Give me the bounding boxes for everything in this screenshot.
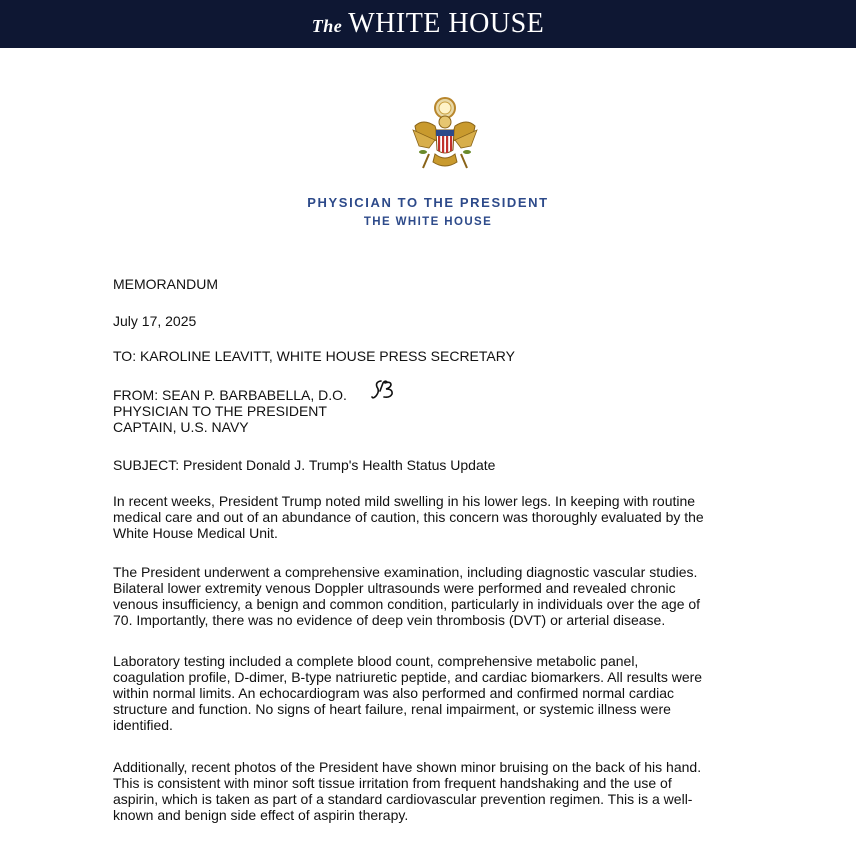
memo-line: Laboratory testing included a complete blood count, comprehensive metabolic panel, <box>113 653 639 669</box>
memo-line: venous insufficiency, a benign and common condition, particularly in individuals over the age of <box>113 596 701 612</box>
memo-subject: SUBJECT: President Donald J. Trump's Health Status Update <box>113 457 496 473</box>
memo-paragraph <box>113 493 763 541</box>
memo-line: aspirin, which is taken as part of a standard cardiovascular prevention regimen. This is a well- <box>113 791 693 807</box>
memo-from-line: FROM: SEAN P. BARBABELLA, D.O. <box>113 387 347 403</box>
logo-the: The <box>311 16 343 36</box>
memo-line: Additionally, recent photos of the President have shown minor bruising on the back of his hand. <box>113 759 702 775</box>
signature-initials <box>371 378 403 404</box>
memo-line: White House Medical Unit. <box>113 525 278 541</box>
memo-date: July 17, 2025 <box>113 313 197 329</box>
letterhead-office: PHYSICIAN TO THE PRESIDENT <box>307 195 549 210</box>
site-logo[interactable] <box>312 8 545 40</box>
memo-to: TO: KAROLINE LEAVITT, WHITE HOUSE PRESS SECRETARY <box>113 348 515 364</box>
logo-white-house: WHITE HOUSE <box>348 8 545 39</box>
memo-line: 70. Importantly, there was no evidence of deep vein thrombosis (DVT) or arterial disease. <box>113 612 666 628</box>
memo-line: identified. <box>113 717 173 733</box>
memo-line: In recent weeks, President Trump noted mild swelling in his lower legs. In keeping with routine <box>113 493 696 509</box>
memo-line: This is consistent with minor soft tissue irritation from frequent handshaking and the use of <box>113 775 672 791</box>
memo-type: MEMORANDUM <box>113 276 218 292</box>
memo-line: known and benign side effect of aspirin therapy. <box>113 807 409 823</box>
presidential-seal-icon <box>409 96 481 176</box>
memo-line: coagulation profile, D-dimer, B-type natriuretic peptide, and cardiac biomarkers. All results were <box>113 669 703 685</box>
memo-line: within normal limits. An echocardiogram was also performed and confirmed normal cardiac <box>113 685 675 701</box>
letterhead-institution: THE WHITE HOUSE <box>363 216 493 228</box>
memo-paragraph <box>113 759 763 823</box>
memo-from-line: PHYSICIAN TO THE PRESIDENT <box>113 403 327 419</box>
memo-line: Bilateral lower extremity venous Doppler ultrasounds were performed and revealed chronic <box>113 580 676 596</box>
memo-line: medical care and out of an abundance of caution, this concern was thoroughly evaluated by the <box>113 509 704 525</box>
memo-paragraph <box>113 653 763 733</box>
memo-line: structure and function. No signs of heart failure, renal impairment, or systemic illness were <box>113 701 671 717</box>
memo-line: The President underwent a comprehensive examination, including diagnostic vascular studies. <box>113 564 698 580</box>
memo-paragraph <box>113 564 763 628</box>
memo-from-line: CAPTAIN, U.S. NAVY <box>113 419 249 435</box>
memo-from <box>113 387 763 435</box>
site-header <box>0 0 856 48</box>
